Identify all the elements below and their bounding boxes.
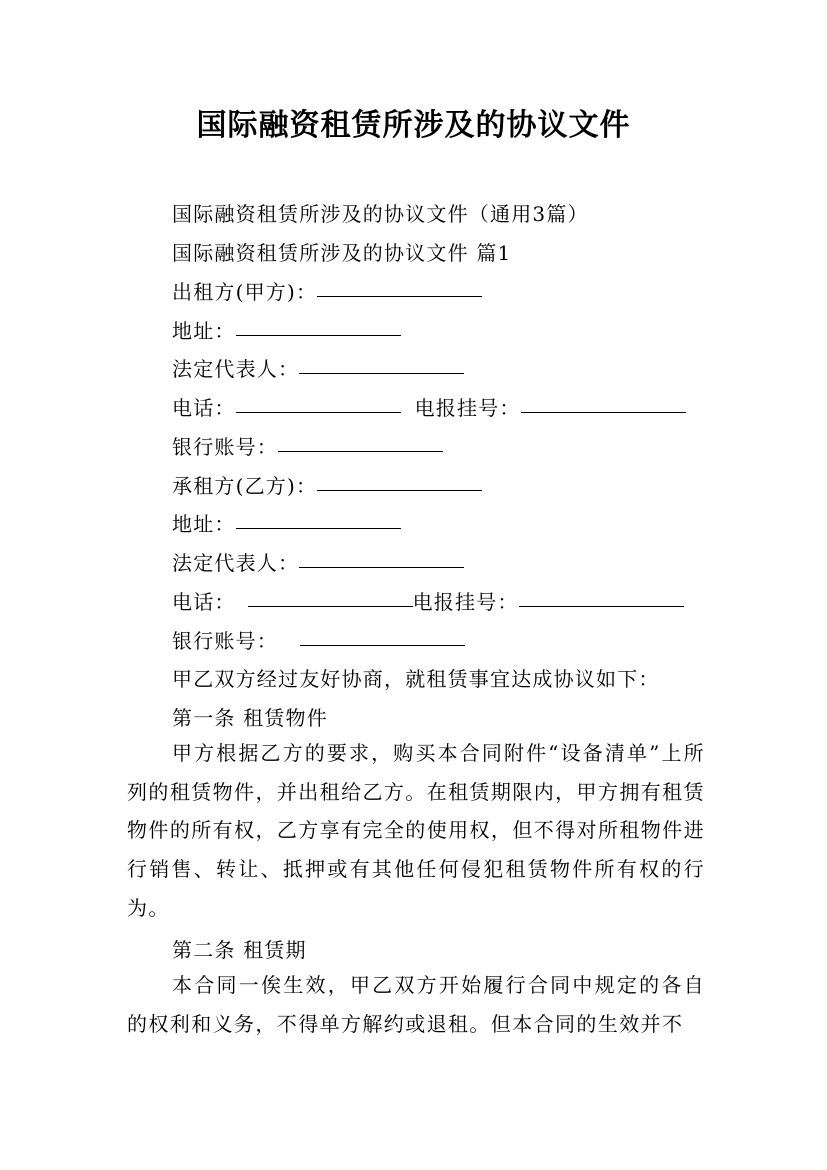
lessee-telegram-blank <box>519 605 684 607</box>
lessee-bank-line <box>172 625 465 654</box>
article1-title: 第一条 租赁物件 <box>172 706 328 730</box>
lessor-name-line <box>172 276 482 305</box>
article1-paragraph: 甲方根据乙方的要求，购买本合同附件“设备清单”上所列的租赁物件，并出租给乙方。在租赁期限内，甲方拥有租赁物件的所有权，乙方享有完全的使用权，但不得对所租物件进行销售、转让、抵押或有其他任何侵犯租赁物件所有权的行为。 <box>127 741 705 920</box>
article2-paragraph: 本合同一俟生效，甲乙双方开始履行合同中规定的各自的权利和义务，不得单方解约或退租。但本合同的生效并不 <box>127 973 705 1036</box>
lessee-telegram-label: 电报挂号： <box>412 590 519 614</box>
lessor-name-blank <box>317 295 482 297</box>
lessor-rep-label: 法定代表人： <box>172 357 300 381</box>
lessee-bank-label: 银行账号： <box>172 629 278 653</box>
lessee-name-line <box>172 470 482 499</box>
lessee-address-label: 地址： <box>172 512 236 536</box>
lessor-address-blank <box>236 334 401 336</box>
document-title: 国际融资租赁所涉及的协议文件 <box>196 108 631 143</box>
lessor-telegram-blank <box>521 411 686 413</box>
lessor-bank-blank <box>278 450 443 452</box>
lessee-name-blank <box>317 489 482 491</box>
lessee-rep-label: 法定代表人： <box>172 551 300 575</box>
lessee-phone-line <box>172 586 684 615</box>
document-subtitle: 国际融资租赁所涉及的协议文件（通用3篇） <box>172 202 589 226</box>
lessor-name-label: 出租方(甲方)： <box>172 280 318 304</box>
lessor-bank-label: 银行账号： <box>172 435 278 459</box>
lessor-telegram-label: 电报挂号： <box>414 396 521 420</box>
agreement-intro: 甲乙双方经过友好协商，就租赁事宜达成协议如下： <box>172 667 660 691</box>
lessor-address-label: 地址： <box>172 319 236 343</box>
lessee-address-line <box>172 508 401 537</box>
lessor-address-line <box>172 315 401 344</box>
lessee-rep-line <box>172 547 464 576</box>
lessee-phone-label: 电话： <box>172 590 236 614</box>
lessee-phone-blank <box>248 605 413 607</box>
lessor-phone-blank <box>236 411 401 413</box>
lessor-rep-line <box>172 353 464 382</box>
lessee-name-label: 承租方(乙方)： <box>172 474 318 498</box>
article2-title: 第二条 租赁期 <box>172 938 307 962</box>
lessor-rep-blank <box>299 372 464 374</box>
lessor-phone-label: 电话： <box>172 396 236 420</box>
lessor-phone-line <box>172 392 686 421</box>
lessee-address-blank <box>236 527 401 529</box>
section-heading: 国际融资租赁所涉及的协议文件 篇1 <box>172 241 512 265</box>
lessor-bank-line <box>172 431 443 460</box>
lessee-bank-blank <box>300 644 465 646</box>
lessee-rep-blank <box>299 566 464 568</box>
